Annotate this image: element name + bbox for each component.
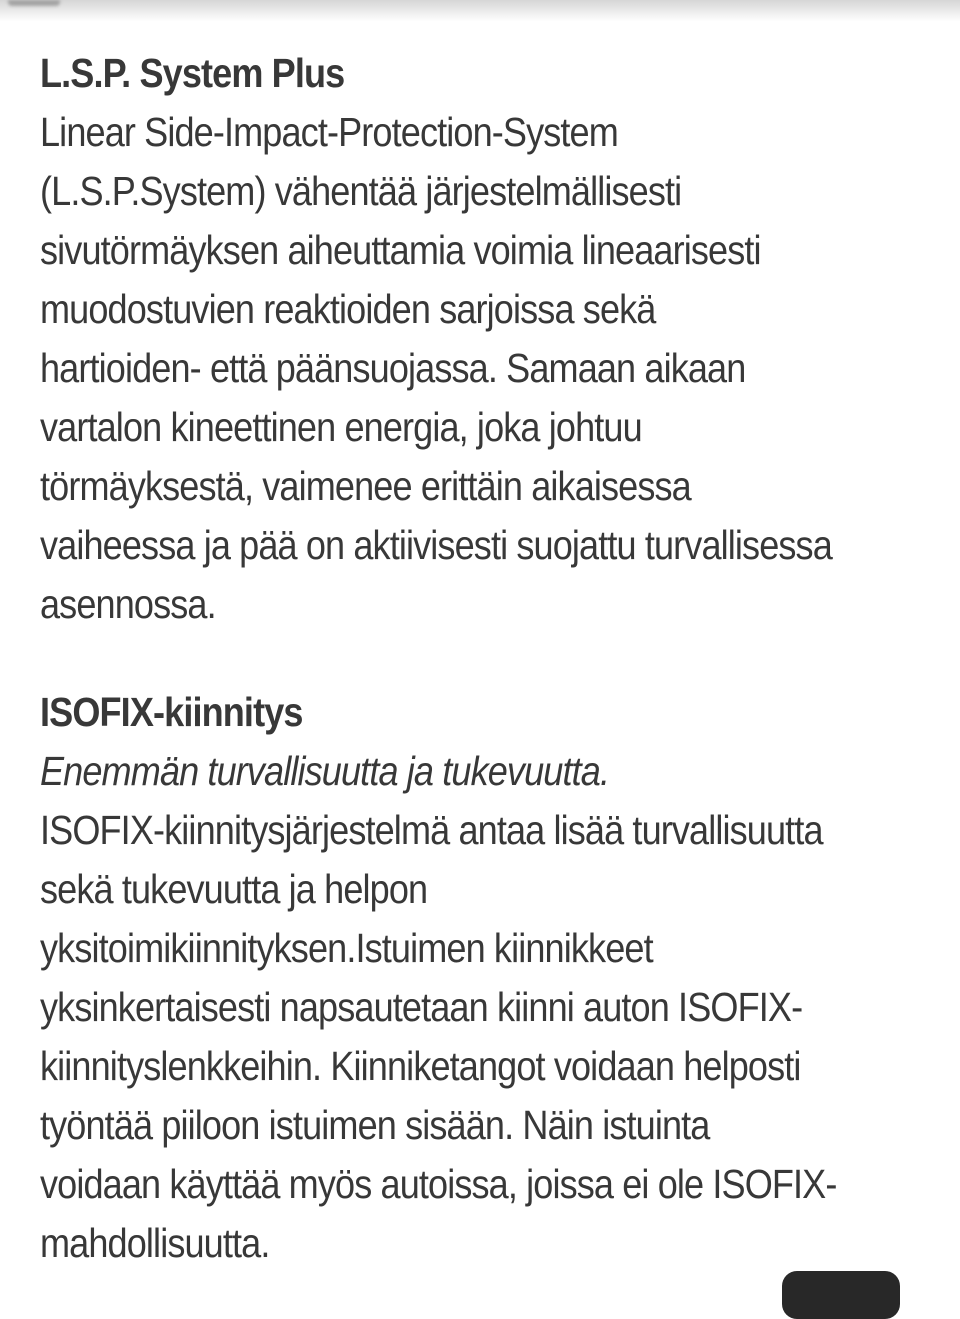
text-line: kiinnityslenkkeihin. Kiinniketangot voidaan helposti: [40, 1043, 801, 1089]
text-line: ISOFIX-kiinnitysjärjestelmä antaa lisää turvallisuutta: [40, 807, 823, 853]
text-line: asennossa.: [40, 581, 216, 627]
header-shadow: [0, 0, 960, 24]
text-line: vartalon kineettinen energia, joka johtuu: [40, 404, 642, 450]
product-description: [40, 44, 940, 1273]
text-column: [40, 44, 960, 1273]
text-line: sivutörmäyksen aiheuttamia voimia lineaarisesti: [40, 227, 761, 273]
text-line: vaiheessa ja pää on aktiivisesti suojattu turvallisessa: [40, 522, 832, 568]
section-subheading-italic: Enemmän turvallisuutta ja tukevuutta.: [40, 748, 610, 794]
text-line: yksinkertaisesti napsautetaan kiinni auton ISOFIX-: [40, 984, 803, 1030]
text-line: törmäyksestä, vaimenee erittäin aikaisessa: [40, 463, 691, 509]
text-line: hartioiden- että päänsuojassa. Samaan aikaan: [40, 345, 746, 391]
section-heading: L.S.P. System Plus: [40, 50, 345, 96]
text-line: (L.S.P.System) vähentää järjestelmällisesti: [40, 168, 682, 214]
text-line: yksitoimikiinnityksen.Istuimen kiinnikkeet: [40, 925, 653, 971]
text-line: mahdollisuutta.: [40, 1220, 270, 1266]
text-line: voidaan käyttää myös autoissa, joissa ei ole ISOFIX-: [40, 1161, 837, 1207]
text-line: Linear Side-Impact-Protection-System: [40, 109, 618, 155]
section-lsp-system: [40, 44, 960, 634]
floating-action-button[interactable]: [782, 1271, 900, 1319]
text-line: työntää piiloon istuimen sisään. Näin istuinta: [40, 1102, 710, 1148]
section-heading: ISOFIX-kiinnitys: [40, 689, 303, 735]
section-isofix: [40, 683, 960, 1273]
text-line: sekä tukevuutta ja helpon: [40, 866, 428, 912]
text-line: muodostuvien reaktioiden sarjoissa sekä: [40, 286, 656, 332]
header-shadow-artifact: [8, 0, 60, 6]
